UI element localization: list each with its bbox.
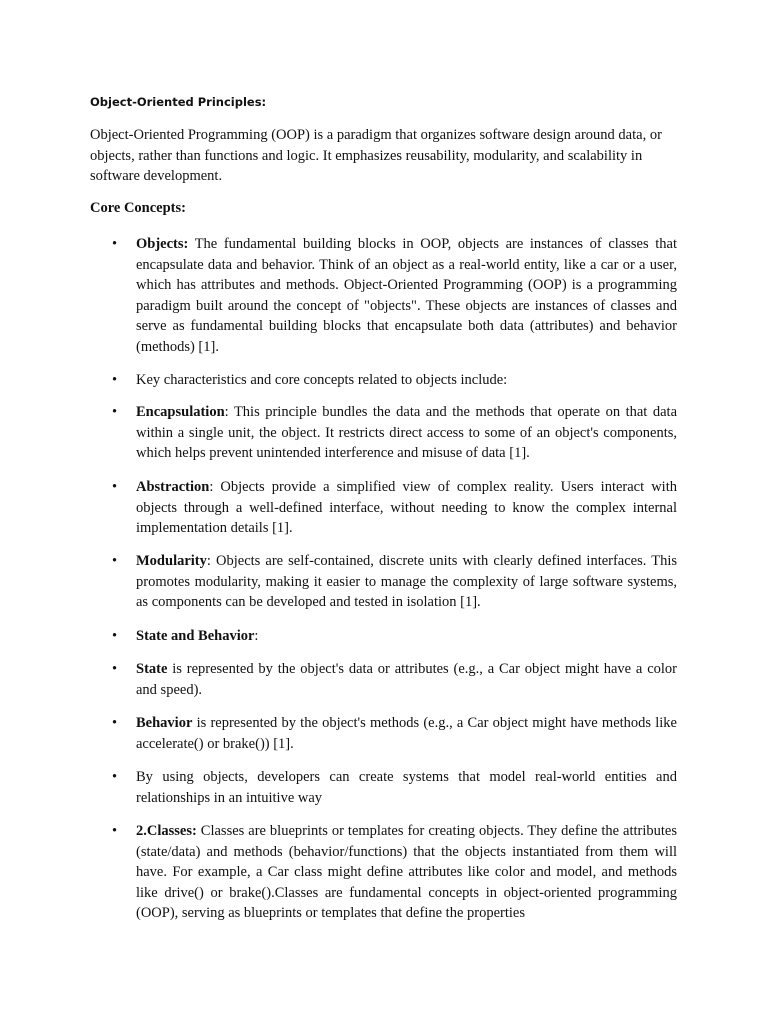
list-item-abstraction xyxy=(112,477,677,539)
item-text: is represented by the object's methods (e.g., a Car object might have methods like accelerate() or brake()) [1]. xyxy=(136,715,677,752)
bullet-marker: • xyxy=(112,404,118,420)
item-text: is represented by the object's data or attributes (e.g., a Car object might have a color and speed). xyxy=(136,661,677,698)
bullet-marker: • xyxy=(112,236,118,252)
item-term: Encapsulation xyxy=(136,404,225,420)
list-item-modularity xyxy=(112,551,677,613)
item-text: : Objects provide a simplified view of complex reality. Users interact with objects through a well-defined interface, without needing to know the complex internal implementation details [1]. xyxy=(136,479,677,536)
item-term: Abstraction xyxy=(136,479,210,495)
bullet-marker: • xyxy=(112,769,118,785)
list-item-classes xyxy=(112,821,677,924)
bullet-marker: • xyxy=(112,479,118,495)
bullet-marker: • xyxy=(112,553,118,569)
item-text: The fundamental building blocks in OOP, objects are instances of classes that encapsulate data and behavior. Think of an object as a real-world entity, like a car or a user, which has attributes and methods. Object-Oriented Programming (OOP) is a programming paradigm built around the concept of "objects". These objects are instances of classes and serve as fundamental building blocks that encapsulate both data (attributes) and behavior (methods) [1]. xyxy=(136,236,677,355)
item-text: : xyxy=(254,628,259,644)
item-text: Key characteristics and core concepts related to objects include: xyxy=(136,372,508,388)
bullet-marker: • xyxy=(112,661,118,677)
list-item-using-objects xyxy=(112,767,677,808)
list-item-behavior xyxy=(112,713,677,754)
bullet-marker: • xyxy=(112,715,118,731)
item-term: Behavior xyxy=(136,715,193,731)
item-term: Modularity xyxy=(136,553,207,569)
bullet-marker: • xyxy=(112,372,118,388)
list-item-objects xyxy=(112,234,677,357)
item-text: Classes are blueprints or templates for creating objects. They define the attributes (state/data) and methods (behavior/functions) that the objects instantiated from them will have. For example, a Car class might define attributes like color and model, and methods like drive() or brake().Classes are fundamental concepts in object-oriented programming (OOP), serving as blueprints or templates that define the properties xyxy=(136,823,677,921)
list-item-key-characteristics xyxy=(112,370,677,391)
item-term: 2.Classes: xyxy=(136,823,197,839)
bullet-marker: • xyxy=(112,823,118,839)
list-item-encapsulation xyxy=(112,402,677,464)
intro-paragraph: Object-Oriented Programming (OOP) is a paradigm that organizes software design around data, or objects, rather than functions and logic. It emphasizes reusability, modularity, and scalability in software development. xyxy=(90,127,662,184)
item-text: : This principle bundles the data and the methods that operate on that data within a single unit, the object. It restricts direct access to some of an object's components, which helps prevent unintended interference and misuse of data [1]. xyxy=(136,404,677,461)
list-item-state xyxy=(112,659,677,700)
document-heading: Object-Oriented Principles: xyxy=(90,95,267,109)
list-item-state-and-behavior xyxy=(112,626,677,647)
item-term: State xyxy=(136,661,168,677)
core-concepts-heading: Core Concepts: xyxy=(90,200,186,216)
item-term: Objects: xyxy=(136,236,189,252)
bullet-marker: • xyxy=(112,628,118,644)
item-text: : Objects are self-contained, discrete units with clearly defined interfaces. This promotes modularity, making it easier to manage the complexity of large software systems, as components can be developed and tested in isolation [1]. xyxy=(136,553,677,610)
item-term: State and Behavior xyxy=(136,628,255,644)
item-text: By using objects, developers can create systems that model real-world entities and relationships in an intuitive way xyxy=(136,769,677,806)
